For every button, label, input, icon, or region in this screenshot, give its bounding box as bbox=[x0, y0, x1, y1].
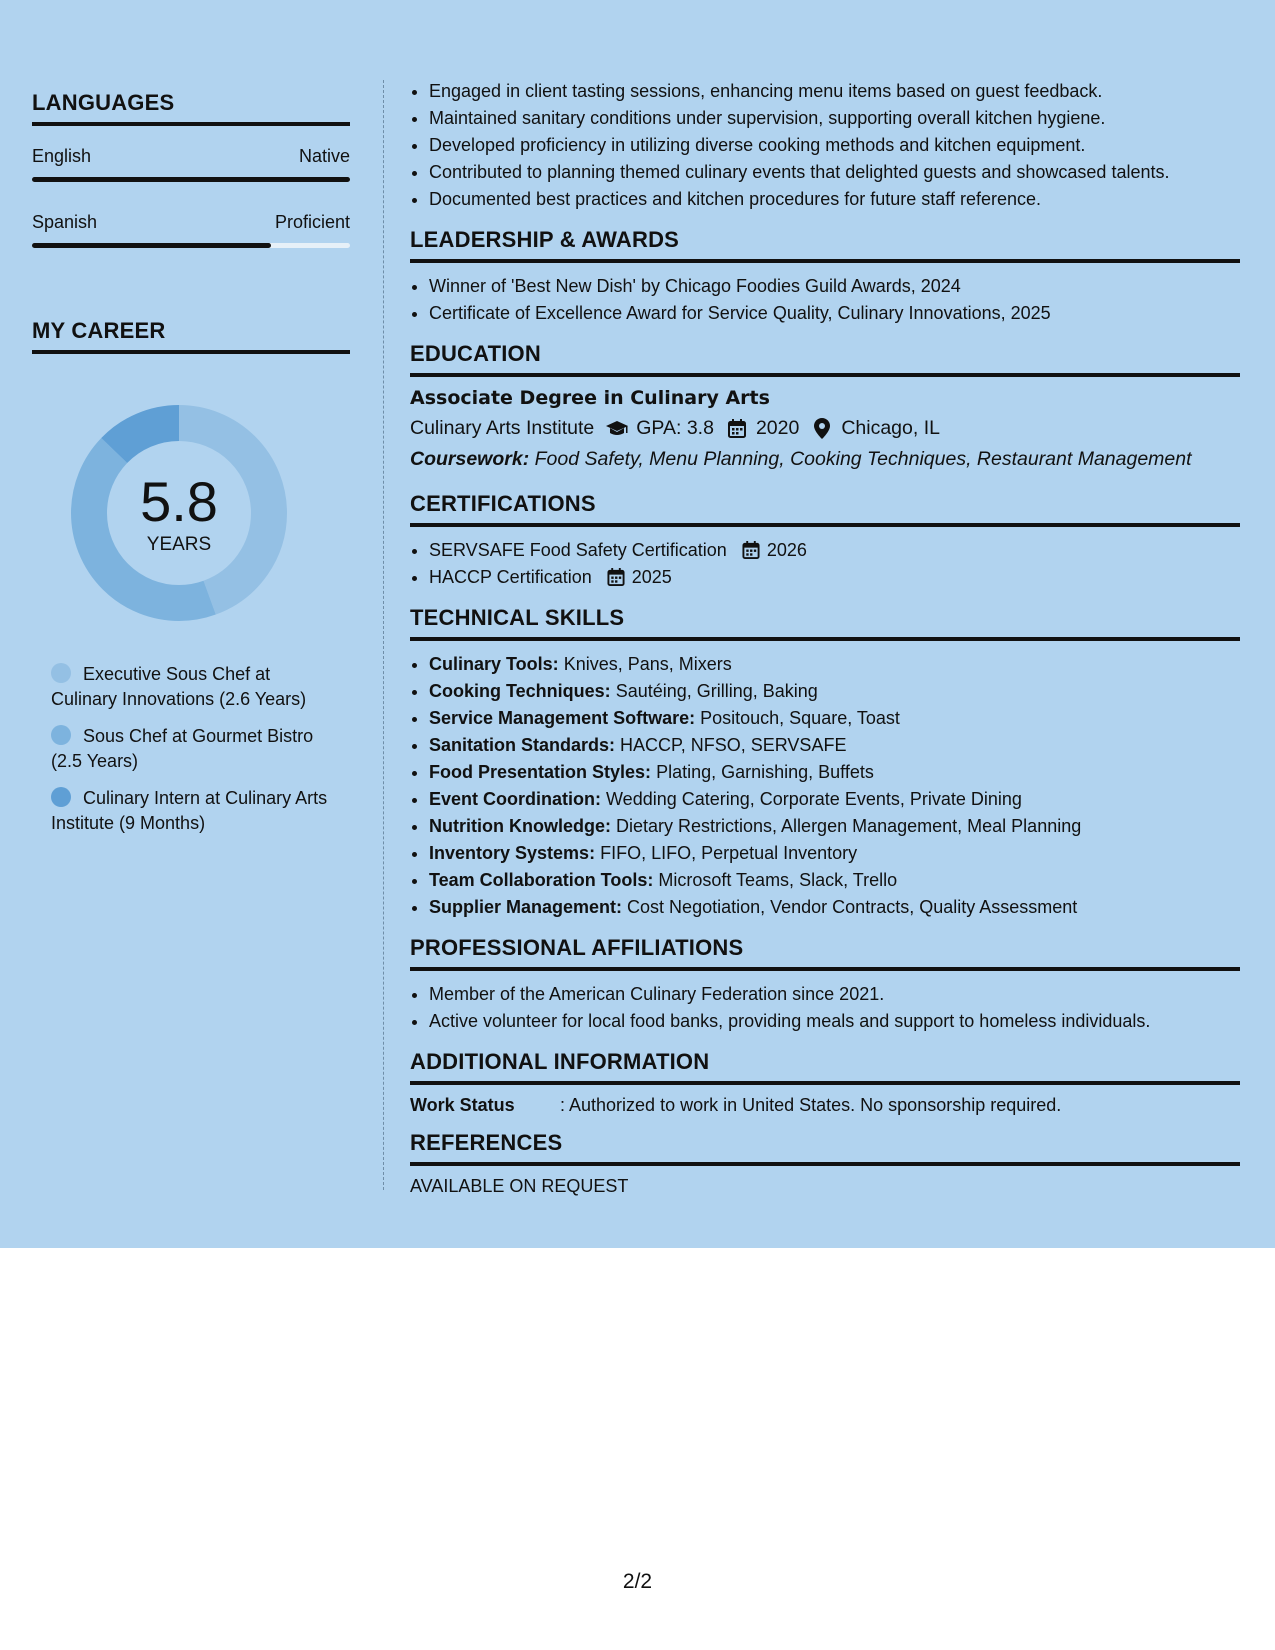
work-status-row bbox=[410, 1095, 1240, 1116]
legend-item bbox=[51, 662, 341, 712]
list-item bbox=[429, 678, 1240, 705]
skills-section bbox=[410, 605, 1240, 921]
list-item bbox=[429, 813, 1240, 840]
list-item bbox=[429, 564, 1240, 591]
graduation-cap-icon bbox=[606, 418, 628, 440]
career-legend bbox=[51, 662, 341, 836]
awards-title: LEADERSHIP & AWARDS bbox=[410, 227, 1240, 263]
skill-label: Sanitation Standards: bbox=[429, 735, 616, 755]
additional-info-title: ADDITIONAL INFORMATION bbox=[410, 1049, 1240, 1085]
references-text: AVAILABLE ON REQUEST bbox=[410, 1176, 629, 1196]
education-school: Culinary Arts Institute bbox=[410, 417, 595, 439]
skill-value: HACCP, NFSO, SERVSAFE bbox=[620, 735, 847, 755]
list-item: • Contributed to planning themed culinary events that delighted guests and showcased talents. bbox=[429, 159, 1240, 186]
skill-label: Culinary Tools: bbox=[429, 654, 559, 674]
coursework-value: Food Safety, Menu Planning, Cooking Techniques, Restaurant Management bbox=[534, 448, 1192, 470]
references-title: REFERENCES bbox=[410, 1130, 1240, 1166]
education-coursework bbox=[410, 448, 1240, 471]
list-item bbox=[429, 786, 1240, 813]
legend-label: Sous Chef at Gourmet Bistro (2.5 Years) bbox=[51, 726, 314, 771]
skill-value: Knives, Pans, Mixers bbox=[563, 654, 732, 674]
list-item bbox=[429, 537, 1240, 564]
work-status-label: Work Status bbox=[410, 1095, 515, 1115]
language-name: Spanish bbox=[32, 212, 98, 232]
work-status-value: : Authorized to work in United States. No sponsorship required. bbox=[560, 1095, 1062, 1115]
coursework-label: Coursework: bbox=[410, 448, 530, 470]
list-item: • Certificate of Excellence Award for Service Quality, Culinary Innovations, 2025 bbox=[429, 300, 1240, 327]
cert-year: 2026 bbox=[766, 540, 807, 560]
legend-dot bbox=[51, 725, 71, 745]
list-item bbox=[429, 894, 1240, 921]
skill-value: Dietary Restrictions, Allergen Management, Meal Planning bbox=[616, 816, 1082, 836]
legend-label: Culinary Intern at Culinary Arts Institute (9 Months) bbox=[51, 788, 328, 833]
cert-name: HACCP Certification bbox=[429, 567, 592, 587]
list-item: • Documented best practices and kitchen procedures for future staff reference. bbox=[429, 186, 1240, 213]
skill-label: Event Coordination: bbox=[429, 789, 601, 809]
languages-title: LANGUAGES bbox=[32, 90, 350, 126]
language-level: Native bbox=[298, 146, 350, 166]
legend-dot bbox=[51, 787, 71, 807]
cert-name: SERVSAFE Food Safety Certification bbox=[429, 540, 727, 560]
main-content bbox=[410, 78, 1240, 1197]
list-item bbox=[429, 705, 1240, 732]
list-item bbox=[429, 867, 1240, 894]
page-number: 2/2 bbox=[622, 1570, 653, 1593]
skill-value: Positouch, Square, Toast bbox=[700, 708, 900, 728]
skills-title: TECHNICAL SKILLS bbox=[410, 605, 1240, 641]
skill-value: Cost Negotiation, Vendor Contracts, Quality Assessment bbox=[627, 897, 1078, 917]
list-item: • Developed proficiency in utilizing diverse cooking methods and kitchen equipment. bbox=[429, 132, 1240, 159]
list-item: • Maintained sanitary conditions under supervision, supporting overall kitchen hygiene. bbox=[429, 105, 1240, 132]
language-item bbox=[32, 212, 350, 248]
skill-value: Plating, Garnishing, Buffets bbox=[656, 762, 874, 782]
references-section bbox=[410, 1130, 1240, 1197]
list-item bbox=[429, 732, 1240, 759]
certifications-section bbox=[410, 491, 1240, 591]
education-location: Chicago, IL bbox=[841, 417, 940, 439]
list-item bbox=[429, 840, 1240, 867]
skill-value: Sautéing, Grilling, Baking bbox=[615, 681, 818, 701]
language-bar-fill bbox=[32, 243, 271, 248]
language-level: Proficient bbox=[274, 212, 350, 232]
location-pin-icon bbox=[811, 418, 833, 440]
education-year: 2020 bbox=[755, 417, 800, 439]
education-title: EDUCATION bbox=[410, 341, 1240, 377]
skills-list bbox=[410, 651, 1240, 921]
list-item: • Winner of 'Best New Dish' by Chicago Foodies Guild Awards, 2024 bbox=[429, 273, 1240, 300]
education-gpa: GPA: 3.8 bbox=[636, 417, 714, 439]
cert-year: 2025 bbox=[631, 567, 672, 587]
column-divider bbox=[383, 80, 384, 1190]
skill-value: FIFO, LIFO, Perpetual Inventory bbox=[600, 843, 858, 863]
calendar-icon bbox=[742, 541, 760, 559]
skill-label: Food Presentation Styles: bbox=[429, 762, 652, 782]
education-meta bbox=[410, 417, 1240, 440]
list-item: • Engaged in client tasting sessions, enhancing menu items based on guest feedback. bbox=[429, 78, 1240, 105]
list-item: • Member of the American Culinary Federation since 2021. bbox=[429, 981, 1240, 1008]
awards-section bbox=[410, 227, 1240, 327]
legend-dot bbox=[51, 663, 71, 683]
legend-item bbox=[51, 724, 341, 774]
certifications-title: CERTIFICATIONS bbox=[410, 491, 1240, 527]
skill-label: Nutrition Knowledge: bbox=[429, 816, 611, 836]
language-item bbox=[32, 146, 350, 182]
career-total-years: 5.8 bbox=[140, 470, 218, 533]
language-bar bbox=[32, 243, 350, 248]
sidebar bbox=[32, 90, 350, 848]
legend-label: Executive Sous Chef at Culinary Innovations (2.6 Years) bbox=[51, 664, 307, 709]
language-name: English bbox=[32, 146, 92, 166]
language-bar bbox=[32, 177, 350, 182]
donut-center bbox=[64, 398, 294, 628]
calendar-icon bbox=[726, 418, 748, 440]
list-item: • Active volunteer for local food banks, providing meals and support to homeless individuals. bbox=[429, 1008, 1240, 1035]
education-section bbox=[410, 341, 1240, 471]
language-bar-fill bbox=[32, 177, 350, 182]
legend-item bbox=[51, 786, 341, 836]
list-item bbox=[429, 651, 1240, 678]
affiliations-section bbox=[410, 935, 1240, 1035]
skill-label: Service Management Software: bbox=[429, 708, 696, 728]
career-donut-chart bbox=[64, 398, 294, 628]
skill-label: Team Collaboration Tools: bbox=[429, 870, 654, 890]
education-degree: Associate Degree in Culinary Arts bbox=[410, 387, 770, 409]
calendar-icon bbox=[607, 568, 625, 586]
career-total-unit: YEARS bbox=[146, 534, 212, 555]
skill-label: Cooking Techniques: bbox=[429, 681, 611, 701]
experience-bullets bbox=[410, 78, 1240, 213]
additional-info-section bbox=[410, 1049, 1240, 1116]
affiliations-title: PROFESSIONAL AFFILIATIONS bbox=[410, 935, 1240, 971]
skill-label: Supplier Management: bbox=[429, 897, 623, 917]
skill-label: Inventory Systems: bbox=[429, 843, 596, 863]
career-title: MY CAREER bbox=[32, 318, 350, 354]
list-item bbox=[429, 759, 1240, 786]
skill-value: Microsoft Teams, Slack, Trello bbox=[658, 870, 898, 890]
skill-value: Wedding Catering, Corporate Events, Private Dining bbox=[606, 789, 1022, 809]
